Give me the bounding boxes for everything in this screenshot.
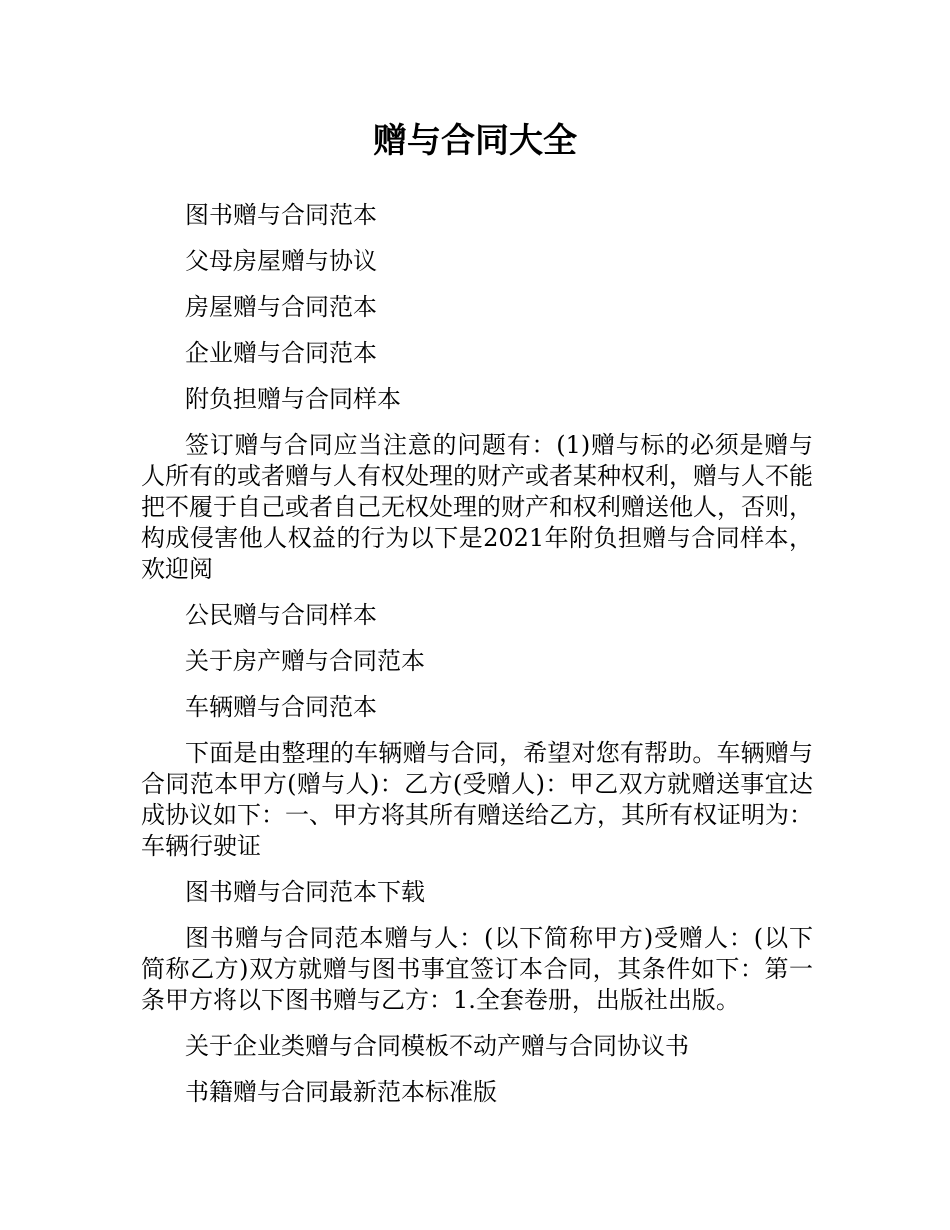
paragraph: 公民赠与合同样本 — [185, 601, 377, 629]
paragraph: 书籍赠与合同最新范本标准版 — [185, 1078, 497, 1106]
paragraph: 图书赠与合同范本下载 — [185, 878, 425, 906]
document-body — [141, 200, 813, 1123]
paragraph: 关于房产赠与合同范本 — [185, 647, 425, 675]
paragraph: 下面是由整理的车辆赠与合同，希望对您有帮助。车辆赠与合同范本甲方(赠与人)：乙方(受赠人)：甲乙双方就赠送事宜达成协议如下：一、甲方将其所有赠送给乙方，其所有权证明为：车辆行驶证 — [141, 739, 813, 860]
paragraph: 关于企业类赠与合同模板不动产赠与合同协议书 — [185, 1032, 689, 1060]
paragraph: 父母房屋赠与协议 — [185, 247, 377, 275]
paragraph: 企业赠与合同范本 — [185, 339, 377, 367]
paragraph: 房屋赠与合同范本 — [185, 293, 377, 321]
document-title: 赠与合同大全 — [373, 121, 577, 161]
paragraph: 附负担赠与合同样本 — [185, 385, 401, 413]
paragraph: 车辆赠与合同范本 — [185, 693, 377, 721]
paragraph: 图书赠与合同范本 — [185, 201, 377, 229]
paragraph: 签订赠与合同应当注意的问题有：(1)赠与标的必须是赠与人所有的或者赠与人有权处理的财产或者某种权利，赠与人不能把不履于自己或者自己无权处理的财产和权利赠送他人，否则，构成侵害他人权益的行为以下是2021年附负担赠与合同样本，欢迎阅 — [141, 431, 813, 583]
paragraph: 图书赠与合同范本赠与人：(以下简称甲方)受赠人：(以下简称乙方)双方就赠与图书事宜签订本合同，其条件如下：第一条甲方将以下图书赠与乙方：1.全套卷册，出版社出版。 — [141, 924, 813, 1014]
